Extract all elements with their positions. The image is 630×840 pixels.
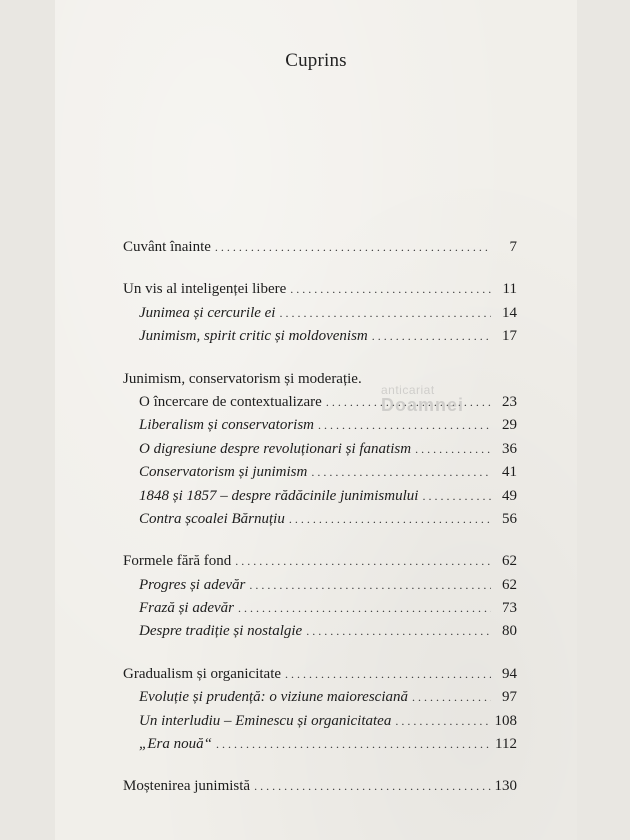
toc-entry-title: Evoluție și prudență: o viziune maioresciană — [139, 689, 408, 706]
toc-entry-page: 97 — [502, 689, 517, 706]
toc-entry — [123, 236, 517, 259]
watermark-top-text: anticariat — [381, 383, 435, 397]
toc-section — [123, 663, 517, 757]
toc-entry-page: 23 — [502, 393, 517, 410]
toc-entry-page: 73 — [502, 600, 517, 617]
toc-entry-title: Un vis al inteligenței libere — [123, 281, 287, 298]
toc-entry-title: Moștenirea junimistă — [123, 778, 251, 795]
toc-subentry — [123, 574, 517, 597]
toc-entry-title: Un interludiu – Eminescu și organicitatea — [139, 712, 392, 729]
book-page — [55, 0, 577, 840]
dot-leader — [285, 663, 491, 686]
toc-subentry — [123, 733, 517, 756]
dot-leader — [254, 775, 490, 798]
toc-entry-title: 1848 și 1857 – despre rădăcinile junimismului — [139, 487, 419, 504]
dot-leader — [235, 550, 491, 573]
toc-entry — [123, 368, 517, 391]
toc-entry-continuation — [123, 391, 517, 414]
toc-entry-title: Contra școalei Bărnuțiu — [139, 510, 285, 527]
dot-leader — [290, 278, 491, 301]
dot-leader — [372, 325, 491, 348]
toc-entry-page: 11 — [502, 281, 517, 298]
toc-subentry — [123, 414, 517, 437]
toc-entry-title: Despre tradiție și nostalgie — [139, 623, 303, 640]
table-of-contents — [123, 236, 517, 818]
dot-leader — [215, 236, 491, 259]
dot-leader — [412, 686, 491, 709]
toc-entry-title: Conservatorism și junimism — [139, 464, 308, 481]
dot-leader — [311, 461, 491, 484]
toc-entry-title: Junimea și cercurile ei — [139, 304, 276, 321]
toc-subentry — [123, 686, 517, 709]
toc-entry-page: 108 — [494, 712, 517, 729]
toc-entry-page: 17 — [502, 328, 517, 345]
toc-entry-title: Liberalism și conservatorism — [139, 417, 315, 434]
toc-section — [123, 550, 517, 644]
toc-entry-title: Progres și adevăr — [139, 576, 246, 593]
dot-leader — [238, 597, 491, 620]
toc-entry — [123, 775, 517, 798]
toc-entry-title: Frază și adevăr — [139, 600, 234, 617]
dot-leader — [306, 620, 491, 643]
watermark-main-text: Doamnei — [381, 395, 465, 415]
dot-leader — [318, 414, 491, 437]
toc-entry-title: Gradualism și organicitate — [123, 665, 282, 682]
dot-leader — [422, 485, 491, 508]
toc-entry-title: Formele fără fond — [123, 553, 232, 570]
toc-subentry — [123, 302, 517, 325]
toc-section — [123, 775, 517, 798]
toc-subentry — [123, 620, 517, 643]
toc-entry-page: 49 — [502, 487, 517, 504]
toc-entry — [123, 550, 517, 573]
toc-subentry — [123, 461, 517, 484]
toc-subentry — [123, 597, 517, 620]
toc-entry-page: 14 — [502, 304, 517, 321]
toc-entry-title: Cuvânt înainte — [123, 239, 211, 255]
toc-entry-title: O încercare de contextualizare — [139, 393, 322, 410]
toc-entry-page: 36 — [502, 440, 517, 457]
toc-entry-page: 94 — [502, 665, 517, 682]
toc-entry — [123, 663, 517, 686]
dot-leader — [279, 302, 491, 325]
toc-entry-title: Junimism, spirit critic și moldovenism — [139, 328, 368, 345]
dot-leader — [415, 438, 491, 461]
toc-entry — [123, 278, 517, 301]
toc-entry-page: 56 — [502, 510, 517, 527]
dot-leader — [249, 574, 491, 597]
toc-section — [123, 236, 517, 259]
toc-entry-page: 62 — [502, 576, 517, 593]
toc-entry-title: „Era nouă“ — [139, 736, 212, 753]
toc-entry-page: 29 — [502, 417, 517, 434]
dot-leader — [216, 733, 491, 756]
toc-subentry — [123, 710, 517, 733]
toc-entry-page: 112 — [495, 736, 517, 753]
toc-section — [123, 368, 517, 532]
toc-entry-page: 130 — [494, 778, 517, 795]
dot-leader — [395, 710, 490, 733]
toc-subentry — [123, 508, 517, 531]
dot-leader — [326, 391, 491, 414]
toc-entry-page: 7 — [509, 239, 517, 255]
page-title: Cuprins — [285, 50, 347, 71]
toc-entry-page: 41 — [502, 464, 517, 481]
toc-subentry — [123, 325, 517, 348]
toc-entry-page: 80 — [502, 623, 517, 640]
toc-entry-page: 62 — [502, 553, 517, 570]
toc-entry-title: O digresiune despre revoluționari și fanatism — [139, 440, 412, 457]
toc-section — [123, 278, 517, 348]
dot-leader — [289, 508, 491, 531]
toc-subentry — [123, 485, 517, 508]
toc-subentry — [123, 438, 517, 461]
toc-entry-title: Junimism, conservatorism și moderație. — [123, 370, 362, 387]
